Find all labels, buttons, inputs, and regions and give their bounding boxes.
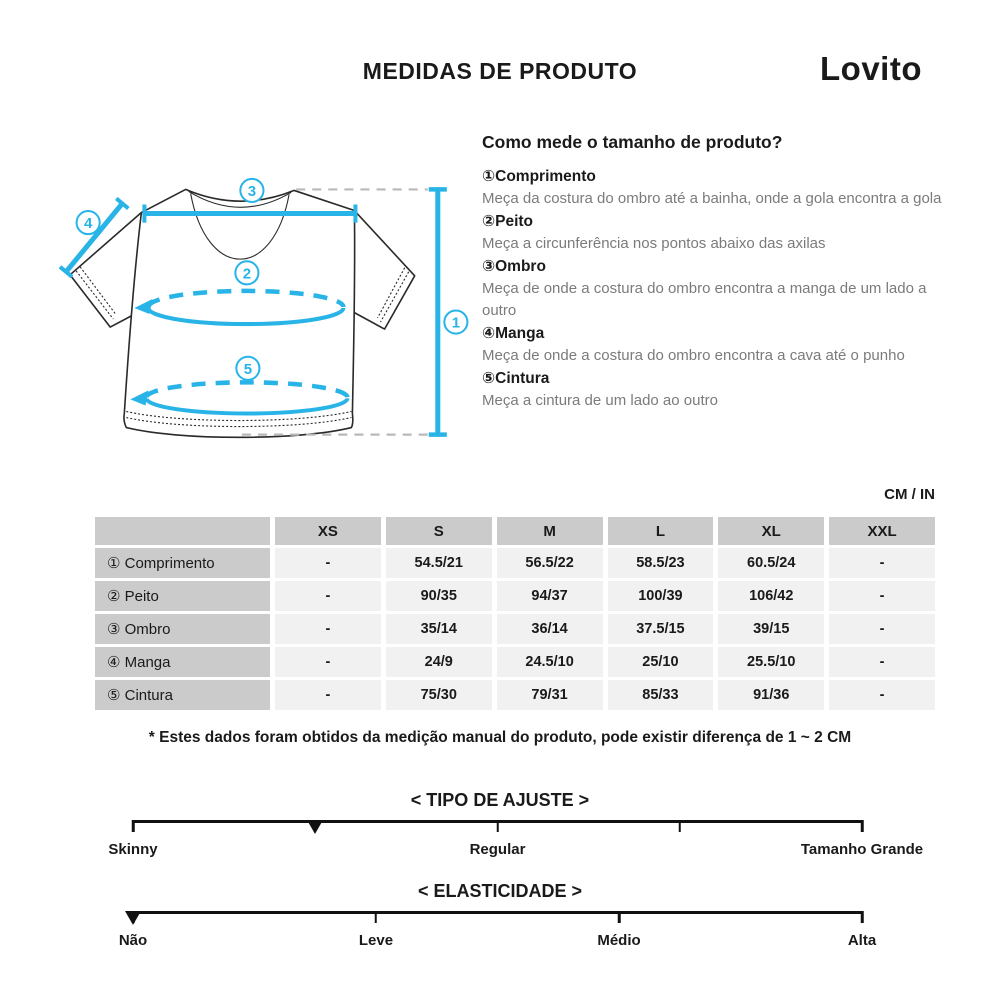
fit-label-skinny: Skinny [108, 841, 158, 858]
table-cell: 35/14 [386, 614, 492, 644]
tshirt-outline-icon [70, 189, 415, 437]
stretch-label-medio: Médio [597, 932, 641, 949]
measurement-disclaimer: * Estes dados foram obtidos da medição manual do produto, pode existir diferença de 1 ~ 2 CM [148, 729, 852, 746]
table-cell: - [275, 680, 381, 710]
table-cell: 24/9 [386, 647, 492, 677]
table-corner-cell [95, 517, 270, 545]
stretch-scale-tick [618, 911, 621, 923]
table-cell: 58.5/23 [608, 548, 714, 578]
stretch-scale [118, 911, 877, 951]
stretch-scale-tick [375, 911, 378, 923]
table-cell: 106/42 [718, 581, 824, 611]
table-cell: 54.5/21 [386, 548, 492, 578]
table-cell: - [829, 614, 935, 644]
size-table [95, 517, 935, 710]
guide-item-label: ④Manga [482, 325, 545, 342]
table-cell: 56.5/22 [497, 548, 603, 578]
guide-item-cintura [482, 367, 944, 412]
tshirt-measurement-diagram [58, 160, 480, 462]
guide-item-desc: Meça de onde a costura do ombro encontra a manga de um lado a outro [482, 280, 927, 319]
page-title: MEDIDAS DE PRODUTO [362, 58, 638, 84]
table-cell: 60.5/24 [718, 548, 824, 578]
guide-item-peito [482, 210, 944, 255]
measure-guide [482, 132, 944, 412]
col-header-xxl: XXL [829, 517, 935, 545]
col-header-l: L [608, 517, 714, 545]
row-label-cintura: ⑤ Cintura [95, 680, 270, 710]
callout-5: 5 [243, 360, 253, 378]
callout-4: 4 [83, 215, 93, 233]
table-cell: 25/10 [608, 647, 714, 677]
table-cell: 75/30 [386, 680, 492, 710]
guide-item-label: ①Comprimento [482, 168, 596, 185]
table-cell: 25.5/10 [718, 647, 824, 677]
stretch-scale-heading: < ELASTICIDADE > [417, 881, 583, 901]
guide-heading: Como mede o tamanho de produto? [482, 132, 783, 152]
col-header-s: S [386, 517, 492, 545]
table-cell: 94/37 [497, 581, 603, 611]
row-label-manga: ④ Manga [95, 647, 270, 677]
fit-label-regular: Regular [469, 841, 526, 858]
brand-logo: Lovito [820, 50, 922, 87]
table-cell: 37.5/15 [608, 614, 714, 644]
fit-scale-heading: < TIPO DE AJUSTE > [410, 790, 590, 810]
table-cell: 90/35 [386, 581, 492, 611]
guide-item-desc: Meça da costura do ombro até a bainha, onde a gola encontra a gola [482, 190, 942, 207]
guide-item-label: ③Ombro [482, 258, 546, 275]
table-cell: 100/39 [608, 581, 714, 611]
table-cell: - [275, 614, 381, 644]
col-header-xs: XS [275, 517, 381, 545]
fit-scale-tick [496, 820, 499, 832]
fit-scale-tick [679, 820, 682, 832]
fit-scale-tick [132, 820, 135, 832]
callout-3: 3 [247, 182, 257, 200]
table-cell: 85/33 [608, 680, 714, 710]
table-cell: - [275, 548, 381, 578]
table-cell: 24.5/10 [497, 647, 603, 677]
stretch-label-nao: Não [118, 932, 148, 949]
table-cell: - [829, 548, 935, 578]
guide-item-label: ②Peito [482, 213, 534, 230]
guide-item-label: ⑤Cintura [482, 370, 550, 387]
fit-scale [108, 820, 924, 860]
table-cell: 36/14 [497, 614, 603, 644]
guide-item-manga [482, 322, 944, 367]
table-cell: 39/15 [718, 614, 824, 644]
table-cell: - [275, 581, 381, 611]
stretch-label-leve: Leve [358, 932, 394, 949]
table-cell: - [829, 647, 935, 677]
row-label-comprimento: ① Comprimento [95, 548, 270, 578]
guide-item-desc: Meça a cintura de um lado ao outro [482, 392, 718, 409]
stretch-label-alta: Alta [847, 932, 877, 949]
guide-item-desc: Meça de onde a costura do ombro encontra a cava até o punho [482, 347, 905, 364]
stretch-scale-tick [861, 911, 864, 923]
stretch-marker-triangle-icon [125, 911, 141, 925]
fit-label-tamanho-grande: Tamanho Grande [800, 841, 924, 858]
col-header-m: M [497, 517, 603, 545]
guide-item-comprimento [482, 165, 944, 210]
guide-item-ombro [482, 255, 944, 322]
guide-item-desc: Meça a circunferência nos pontos abaixo das axilas [482, 235, 826, 252]
callout-2: 2 [242, 265, 252, 283]
table-cell: 79/31 [497, 680, 603, 710]
col-header-xl: XL [718, 517, 824, 545]
row-label-peito: ② Peito [95, 581, 270, 611]
table-cell: 91/36 [718, 680, 824, 710]
row-label-ombro: ③ Ombro [95, 614, 270, 644]
table-cell: - [275, 647, 381, 677]
stretch-scale-line [133, 911, 862, 914]
callout-1: 1 [451, 314, 461, 332]
units-label: CM / IN [884, 486, 935, 503]
fit-marker-triangle-icon [307, 820, 323, 834]
table-cell: - [829, 581, 935, 611]
table-cell: - [829, 680, 935, 710]
fit-scale-tick [861, 820, 864, 832]
